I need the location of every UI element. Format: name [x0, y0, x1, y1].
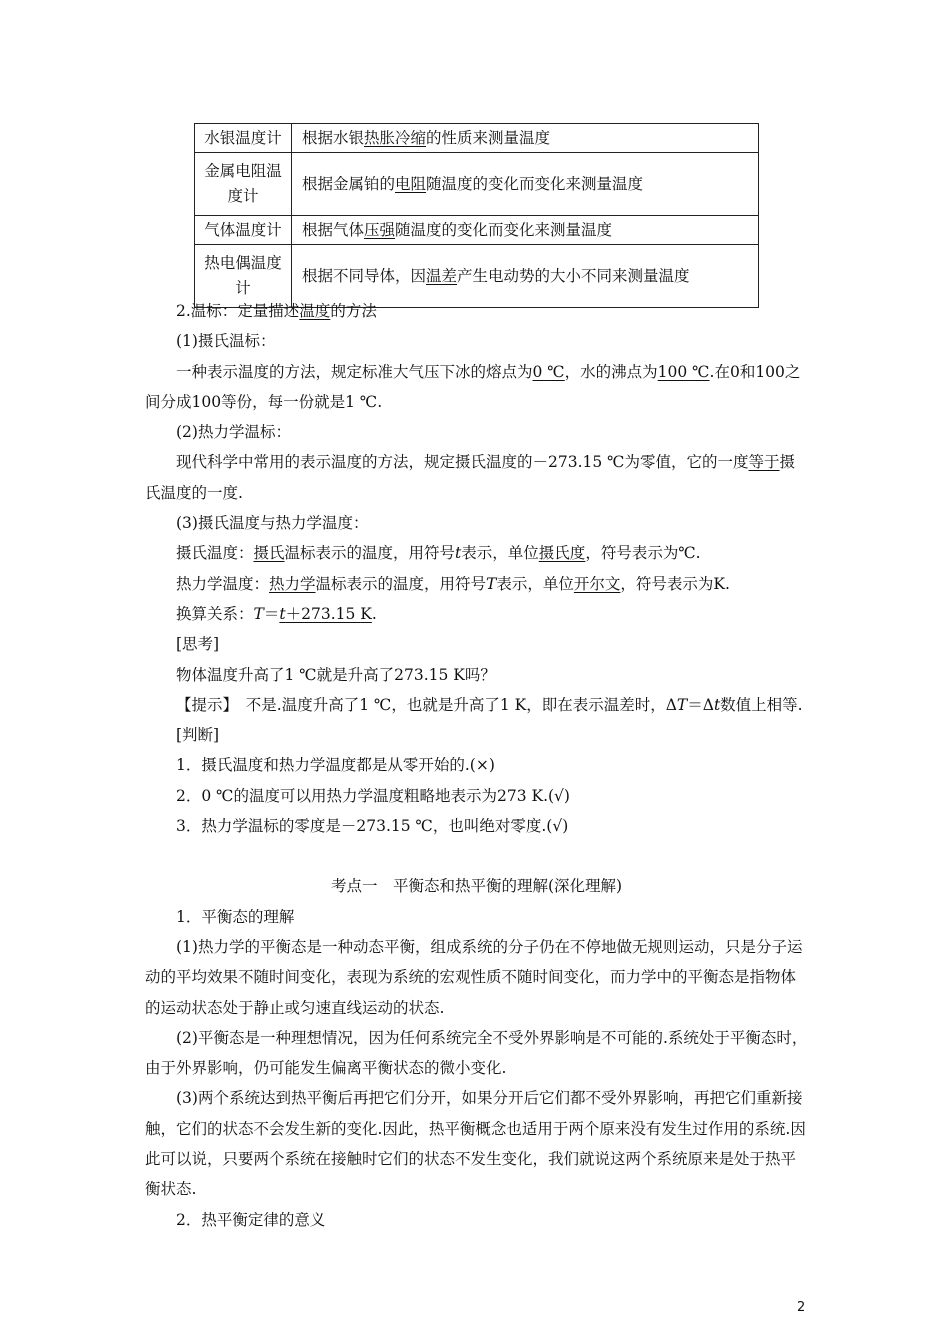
table-cell-name: 水银温度计: [195, 124, 292, 153]
table-row: [195, 216, 759, 245]
celsius-paragraph: 一种表示温度的方法，规定标准大气压下冰的熔点为0 ℃，水的沸点为100 ℃.在0和100之间分成100等份，每一份就是1 ℃.: [145, 362, 801, 411]
think-question: 物体温度升高了1 ℃就是升高了273.15 K吗？: [176, 665, 496, 684]
table-row: [195, 124, 759, 153]
section-sub-heading: 2．热平衡定律的意义: [176, 1210, 326, 1229]
table-cell-desc: 根据金属铂的电阻随温度的变化而变化来测量温度: [292, 153, 759, 216]
table-cell-desc: 根据水银热胀冷缩的性质来测量温度: [292, 124, 759, 153]
section-title: 考点一 平衡态和热平衡的理解(深化理解): [330, 877, 623, 896]
paragraph: (1)热力学的平衡态是一种动态平衡，组成系统的分子仍在不停地做无规则运动，只是分子运动的平均效果不随时间变化，表现为系统的宏观性质不随时间变化，而力学中的平衡态是指物体的运动状态处于静止或匀速直线运动的状态.: [145, 937, 803, 1017]
judge-item: 1．摄氏温度和热力学温度都是从零开始的.(×): [176, 756, 495, 775]
both-title: (3)摄氏温度与热力学温度：: [176, 514, 369, 533]
think-label: [思考]: [176, 635, 220, 654]
judge-item: 2．0 ℃的温度可以用热力学温度粗略地表示为273 K.(√): [176, 786, 570, 805]
think-hint: 【提示】 不是.温度升高了1 ℃，也就是升高了1 K，即在表示温差时，ΔT＝Δt数值上相等.: [176, 695, 803, 714]
judge-label: [判断]: [176, 726, 220, 745]
paragraph: (2)平衡态是一种理想情况，因为任何系统完全不受外界影响是不可能的.系统处于平衡态时，由于外界影响，仍可能发生偏离平衡状态的微小变化.: [145, 1028, 808, 1078]
scale-heading: 2.温标：定量描述温度的方法: [176, 302, 377, 320]
thermometer-table: [194, 123, 759, 308]
paragraph: (3)两个系统达到热平衡后再把它们分开，如果分开后它们都不受外界影响，再把它们重新接触，它们的状态不会发生新的变化.因此，热平衡概念也适用于两个原来没有发生过作用的系统.因此可以说，只要两个系统在接触时它们的状态不发生变化，我们就说这两个系统原来是处于热平衡状态.: [145, 1089, 806, 1199]
table-cell-name: 气体温度计: [195, 216, 292, 245]
celsius-title: (1)摄氏温标：: [176, 332, 276, 351]
celsius-definition: 摄氏温度：摄氏温标表示的温度，用符号t表示，单位摄氏度，符号表示为℃.: [176, 544, 701, 563]
page-number: 2: [797, 1300, 806, 1315]
kelvin-definition: 热力学温度：热力学温标表示的温度，用符号T表示，单位开尔文，符号表示为K.: [176, 574, 730, 593]
section-sub-heading: 1．平衡态的理解: [176, 907, 295, 926]
table-cell-name: 热电偶温度计: [195, 245, 292, 308]
table-cell-desc: 根据气体压强随温度的变化而变化来测量温度: [292, 216, 759, 245]
table-cell-name: 金属电阻温度计: [195, 153, 292, 216]
table-cell-desc: 根据不同导体，因温差产生电动势的大小不同来测量温度: [292, 245, 759, 308]
body-text: [145, 296, 808, 1235]
judge-item: 3．热力学温标的零度是－273.15 ℃，也叫绝对零度.(√): [176, 817, 569, 836]
conversion-formula: 换算关系：T＝t＋273.15 K.: [176, 604, 377, 623]
table-row: [195, 153, 759, 216]
thermo-paragraph: 现代科学中常用的表示温度的方法，规定摄氏温度的－273.15 ℃为零值，它的一度等于摄氏温度的一度.: [145, 453, 796, 502]
thermo-title: (2)热力学温标：: [176, 423, 291, 442]
